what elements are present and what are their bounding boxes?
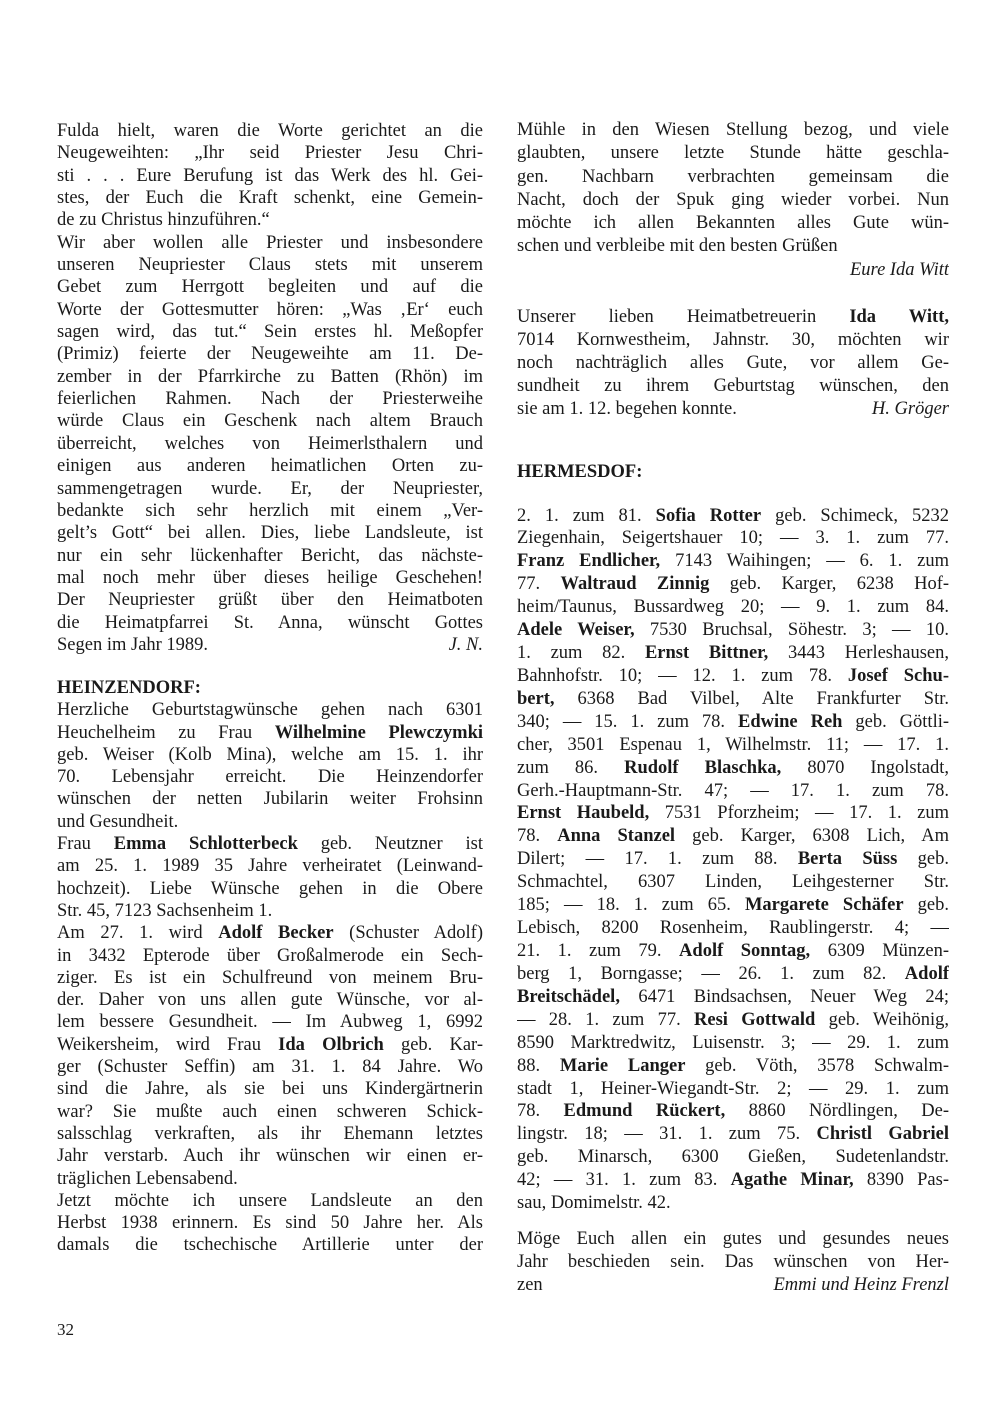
text-line: [57, 567, 483, 589]
closing-wishes: [517, 1228, 949, 1297]
text-run: geb. Kar-: [400, 1034, 483, 1055]
text-line: [517, 665, 949, 688]
text-run: Möge Euch allen ein gutes und gesundes neues: [517, 1229, 949, 1249]
author-signature: H. Gröger: [871, 399, 949, 419]
text-line: [517, 688, 949, 711]
text-line: [517, 329, 949, 352]
text-line: [517, 848, 949, 871]
text-line: [57, 1034, 483, 1056]
text-line: [517, 1055, 949, 1078]
text-line: [57, 922, 483, 944]
bold-name: Emma Schlotterbeck: [113, 834, 298, 855]
text-line: [517, 189, 949, 212]
text-run: 21. 1. zum 79.: [517, 941, 680, 962]
author-signature: Emmi und Heinz Frenzl: [773, 1275, 949, 1295]
text-run: war? Sie mußte auch einen schweren Schick-: [57, 1101, 483, 1122]
text-line: [517, 212, 949, 235]
hermesdof-birthdays: [517, 505, 949, 1216]
text-line: [57, 945, 483, 967]
text-line: [517, 1078, 949, 1101]
text-run: ger (Schuster Seffin) am 31. 1. 84 Jahre. Wo: [57, 1057, 483, 1078]
text-run: bedankte sich sehr herzlich mit einem „Ver-: [57, 500, 483, 521]
text-run: Wir aber wollen alle Priester und insbesondere: [57, 232, 483, 253]
text-run: gelt’s Gott“ bei allen. Dies, liebe Landsleute, ist: [57, 523, 483, 544]
text-line: [57, 766, 483, 788]
text-run: 185; — 18. 1. zum 65.: [517, 895, 745, 916]
text-line: [57, 1078, 483, 1100]
text-line: [57, 699, 483, 721]
text-line: [57, 1190, 483, 1212]
text-run: Ziegenhain, Seigertshauer 10; — 3. 1. zum 77.: [517, 528, 949, 549]
text-run: Str. 45, 7123 Sachsenheim 1.: [57, 900, 273, 921]
text-run: 1. zum 82.: [517, 643, 645, 664]
text-line: [517, 1032, 949, 1055]
text-run: 78.: [517, 826, 558, 847]
text-line: [517, 505, 949, 528]
text-run: geb. Vöth, 3578 Schwalm-: [705, 1055, 949, 1076]
text-run: zum 86.: [517, 757, 625, 778]
text-run: 2. 1. zum 81.: [517, 505, 656, 526]
text-line: [517, 119, 949, 142]
text-line: [57, 366, 483, 388]
text-line: [57, 878, 483, 900]
bold-name: Edmund Rückert,: [563, 1101, 726, 1122]
text-line: [517, 1192, 949, 1215]
bold-name: Ida Olbrich: [278, 1034, 384, 1055]
text-line: [57, 165, 483, 187]
text-run: möchte ich allen Bekannten alles Gute wün-: [517, 213, 949, 234]
text-run: cher, 3501 Espenau 1, Wilhelmstr. 11; — 17. 1.: [517, 734, 949, 755]
text-line: [517, 780, 949, 803]
text-run: sundheit zu ihrem Geburtstag wünschen, den: [517, 376, 949, 396]
text-line: [517, 398, 949, 421]
text-line: [517, 711, 949, 734]
bold-name: Ida Witt,: [849, 307, 949, 327]
bold-name: Franz Endlicher,: [517, 551, 661, 572]
bold-name: HEINZENDORF:: [57, 678, 201, 698]
text-run: unseren Neupriester Claus stets mit unserem: [57, 255, 483, 276]
text-run: — 28. 1. zum 77.: [517, 1009, 695, 1030]
text-line: [57, 299, 483, 321]
text-run: feierlichen Rahmen. Nach der Priesterweihe: [57, 389, 483, 410]
text-run: schen und verbleibe mit den besten Grüßen: [517, 236, 838, 257]
text-line: [517, 963, 949, 986]
text-run: gen. Nachbarn verbrachten gemeinsam die: [517, 166, 949, 187]
text-run: 70. Lebensjahr erreicht. Die Heinzendorfer: [57, 767, 483, 788]
text-run: zen: [517, 1275, 543, 1295]
text-run: damals die tschechische Artillerie unter der: [57, 1235, 483, 1256]
text-line: [57, 833, 483, 855]
text-line: [57, 276, 483, 298]
bold-name: Adolf Sonntag,: [679, 941, 811, 962]
text-line: [517, 1228, 949, 1251]
text-run: Gerh.-Hauptmann-Str. 47; — 17. 1. zum 78.: [517, 780, 949, 801]
text-line: [57, 120, 483, 142]
text-line: [57, 545, 483, 567]
text-line: [57, 410, 483, 432]
bold-name: Rudolf Blaschka,: [624, 757, 782, 778]
text-line: [57, 855, 483, 877]
text-line: [517, 596, 949, 619]
text-line: [57, 677, 483, 699]
text-line: [517, 871, 949, 894]
text-run: ziger. Es ist ein Schulfreund von meinem Bru-: [57, 967, 483, 988]
text-run: heim/Taunus, Bussardweg 20; — 9. 1. zum 84.: [517, 597, 949, 618]
text-line: [57, 1056, 483, 1078]
text-run: 8390 Pas-: [866, 1170, 949, 1191]
bold-name: HERMESDOF:: [517, 462, 643, 482]
text-run: nur ein sehr lückenhafter Bericht, das nächste-: [57, 545, 483, 566]
hermesdof-heading: [517, 461, 949, 484]
text-line: [517, 142, 949, 165]
text-run: geb. Neutzner ist: [320, 834, 483, 855]
text-line: [517, 940, 949, 963]
left-article-continuation: [57, 120, 483, 656]
text-run: am 25. 1. 1989 35 Jahre verheiratet (Leinwand-: [57, 856, 483, 877]
page-number: 32: [57, 1320, 74, 1339]
text-run: geb. Weihönig,: [828, 1009, 949, 1030]
text-line: [517, 1274, 949, 1297]
text-run: 8070 Ingolstadt,: [807, 757, 949, 778]
text-run: geb. Schimeck, 5232: [775, 505, 949, 526]
text-line: [517, 1169, 949, 1192]
text-run: 88.: [517, 1055, 560, 1076]
text-run: 77.: [517, 574, 561, 595]
text-run: 6309 Münzen-: [827, 941, 949, 962]
text-run: Jahr verstarb. Auch ihr wünschen wir einen er-: [57, 1146, 483, 1167]
text-line: [57, 522, 483, 544]
text-run: 7530 Bruchsal, Söhestr. 3; — 10.: [649, 620, 949, 641]
text-run: Worte der Gottesmutter hören: „Was ‚Er‘ euch: [57, 299, 483, 320]
text-run: 3443 Herleshausen,: [788, 643, 949, 664]
text-run: lem bessere Gesundheit. — Im Aubweg 1, 6992: [57, 1012, 483, 1033]
text-run: Schmachtel, 6307 Linden, Leihgesterner Str.: [517, 872, 949, 893]
heinzendorf-section: [57, 677, 483, 1257]
right-article-continuation: [517, 119, 949, 282]
text-run: sau, Domimelstr. 42.: [517, 1193, 671, 1214]
text-line: [517, 894, 949, 917]
text-line: [57, 1234, 483, 1256]
text-line: [57, 989, 483, 1011]
text-run: 8590 Marktredwitz, Luisenstr. 3; — 29. 1. zum: [517, 1032, 949, 1053]
text-line: [57, 811, 483, 833]
ida-witt-greeting: [517, 306, 949, 421]
bold-name: Josef Schu-: [847, 665, 949, 686]
text-run: Herzliche Geburtstagwünsche gehen nach 6301: [57, 700, 483, 721]
text-line: [57, 612, 483, 634]
text-run: de zu Christus hinzuführen.“: [57, 210, 270, 231]
text-line: [517, 802, 949, 825]
text-run: lingstr. 18; — 31. 1. zum 75.: [517, 1124, 817, 1145]
text-line: [517, 1100, 949, 1123]
text-line: [517, 573, 949, 596]
text-run: würde Claus ein Geschenk nach altem Brauch: [57, 411, 483, 432]
bold-name: Marie Langer: [559, 1055, 686, 1076]
author-signature: Eure Ida Witt: [850, 259, 949, 280]
text-run: 6471 Bindsachsen, Neuer Weg 24;: [638, 986, 949, 1007]
text-run: sammengetragen wurde. Er, der Neupriester,: [57, 478, 483, 499]
text-run: sti . . . Eure Berufung ist das Werk des hl. Gei-: [57, 165, 483, 186]
text-run: 7143 Waihingen; — 6. 1. zum: [675, 551, 949, 572]
text-line: [57, 343, 483, 365]
text-run: und Gesundheit.: [57, 811, 179, 832]
text-run: geb.: [917, 895, 949, 916]
text-run: geb. Minarsch, 6300 Gießen, Sudetenlandstr.: [517, 1147, 949, 1168]
text-line: [57, 589, 483, 611]
text-line: [57, 433, 483, 455]
text-run: hochzeit). Liebe Wünsche gehen in die Obere: [57, 878, 483, 899]
text-line: [57, 232, 483, 254]
text-run: (Schuster Adolf): [349, 923, 483, 944]
text-line: [57, 634, 483, 656]
text-run: Lebisch, 8200 Rosenheim, Raublingerstr. 4; —: [517, 918, 949, 939]
text-line: [57, 254, 483, 276]
text-run: stadt 1, Heiner-Wiegandt-Str. 2; — 29. 1. zum: [517, 1078, 949, 1099]
text-run: Weikersheim, wird Frau: [57, 1034, 279, 1055]
text-line: [517, 825, 949, 848]
text-run: geb. Göttli-: [855, 711, 949, 732]
text-run: geb. Karger, 6238 Hof-: [729, 574, 949, 595]
text-run: Fulda hielt, waren die Worte gerichtet an die: [57, 121, 483, 141]
text-run: wünschen der netten Jubilarin weiter Frohsinn: [57, 789, 483, 810]
text-run: zember in der Pfarrkirche zu Batten (Rhön) im: [57, 366, 483, 387]
text-line: [517, 734, 949, 757]
text-run: Dilert; — 17. 1. zum 88.: [517, 849, 798, 870]
text-run: Gebet zum Herrgott begleiten und auf die: [57, 277, 483, 298]
text-run: Herbst 1938 erinnern. Es sind 50 Jahre her. Als: [57, 1213, 483, 1234]
text-run: Heuchelheim zu Frau: [57, 722, 275, 743]
text-run: Unserer lieben Heimatbetreuerin: [517, 307, 850, 327]
text-run: stes, der Euch die Kraft schenkt, eine Gemein-: [57, 188, 483, 209]
text-line: [517, 642, 949, 665]
bold-name: Adolf Becker: [218, 923, 334, 944]
text-run: Segen im Jahr 1989.: [57, 634, 209, 655]
text-line: [517, 1009, 949, 1032]
text-line: [57, 1123, 483, 1145]
text-line: [57, 500, 483, 522]
text-line: [57, 967, 483, 989]
bold-name: Resi Gottwald: [694, 1009, 816, 1030]
text-run: Nacht, doch der Spuk ging wieder vorbei. Nun: [517, 189, 949, 210]
text-line: [57, 744, 483, 766]
text-line: [517, 917, 949, 940]
text-run: Mühle in den Wiesen Stellung bezog, und viele: [517, 120, 949, 140]
text-run: Jetzt möchte ich unsere Landsleute an den: [57, 1190, 483, 1211]
text-line: [517, 259, 949, 282]
bold-name: Edwine Reh: [738, 711, 843, 732]
bold-name: Breitschädel,: [517, 986, 620, 1007]
text-run: träglichen Lebensabend.: [57, 1168, 238, 1189]
text-line: [57, 1011, 483, 1033]
text-run: Am 27. 1. wird: [57, 923, 219, 944]
text-run: der. Daher von uns allen gute Wünsche, vor al-: [57, 990, 483, 1011]
text-line: [517, 166, 949, 189]
text-line: [517, 527, 949, 550]
text-run: geb. Weiser (Kolb Mina), welche am 15. 1. ihr: [57, 744, 483, 765]
text-run: 6368 Bad Vilbel, Alte Frankfurter Str.: [577, 688, 949, 709]
text-run: in 3432 Epterode über Großalmerode ein Sech-: [57, 945, 483, 966]
text-line: [517, 619, 949, 642]
text-line: [517, 550, 949, 573]
text-line: [57, 788, 483, 810]
text-run: geb. Karger, 6308 Lich, Am: [692, 826, 949, 847]
text-run: glaubten, unsere letzte Stunde hätte geschla-: [517, 143, 949, 164]
text-line: [517, 1146, 949, 1169]
text-line: [57, 321, 483, 343]
bold-name: Margarete Schäfer: [744, 895, 904, 916]
text-run: sagen wird, das tut.“ Sein erstes hl. Meßopfer: [57, 322, 483, 343]
text-line: [57, 455, 483, 477]
text-run: sie am 1. 12. begehen konnte.: [517, 399, 737, 419]
text-line: [517, 1123, 949, 1146]
text-run: Der Neupriester grüßt über den Heimatboten: [57, 590, 483, 611]
text-line: [57, 1101, 483, 1123]
text-run: sind die Jahre, als sie bei uns Kindergärtnerin: [57, 1079, 483, 1100]
bold-name: Adele Weiser,: [517, 620, 635, 641]
bold-name: Adolf: [904, 963, 949, 984]
text-run: 7531 Pforzheim; — 17. 1. zum: [664, 803, 949, 824]
text-run: Jahr beschieden sein. Das wünschen von Her-: [517, 1252, 949, 1272]
text-line: [57, 142, 483, 164]
bold-name: Agathe Minar,: [730, 1170, 854, 1191]
text-run: 78.: [517, 1101, 564, 1122]
text-line: [57, 388, 483, 410]
bold-name: Christl Gabriel: [816, 1124, 949, 1145]
text-run: 8860 Nördlingen, De-: [748, 1101, 949, 1122]
text-line: [57, 187, 483, 209]
text-line: [57, 1212, 483, 1234]
text-line: [57, 900, 483, 922]
author-signature: J. N.: [448, 634, 483, 655]
text-line: [57, 209, 483, 231]
bold-name: Wilhelmine Plewczymki: [274, 722, 483, 743]
bold-name: Anna Stanzel: [557, 826, 676, 847]
bold-name: bert,: [517, 688, 555, 709]
text-run: salsschlag verkraften, als ihr Ehemann letztes: [57, 1123, 483, 1144]
text-run: 7014 Kornwestheim, Jahnstr. 30, möchten wir: [517, 330, 949, 350]
text-run: die Heimatpfarrei St. Anna, wünscht Gottes: [57, 612, 483, 633]
text-line: [517, 461, 949, 484]
text-line: [57, 722, 483, 744]
text-line: [517, 986, 949, 1009]
text-line: [57, 1145, 483, 1167]
text-run: 42; — 31. 1. zum 83.: [517, 1170, 731, 1191]
bold-name: Waltraud Zinnig: [560, 574, 710, 595]
text-run: geb.: [917, 849, 949, 870]
bold-name: Ernst Bittner,: [644, 643, 769, 664]
text-line: [517, 757, 949, 780]
text-line: [517, 1251, 949, 1274]
text-line: [517, 306, 949, 329]
text-run: mal noch mehr über dieses heilige Geschehen!: [57, 567, 483, 588]
text-run: Frau: [57, 834, 114, 855]
text-line: [57, 478, 483, 500]
text-run: Neugeweihten: „Ihr seid Priester Jesu Chri-: [57, 143, 483, 164]
bold-name: Berta Süss: [797, 849, 898, 870]
text-line: [517, 375, 949, 398]
text-run: einigen aus anderen heimatlichen Orten zu-: [57, 456, 483, 477]
text-line: [57, 1168, 483, 1190]
text-run: berg 1, Borngasse; — 26. 1. zum 82.: [517, 963, 905, 984]
text-line: [517, 235, 949, 258]
bold-name: Sofia Rotter: [655, 505, 762, 526]
text-run: 340; — 15. 1. zum 78.: [517, 711, 739, 732]
text-run: noch nachträglich alles Gute, vor allem Ge-: [517, 353, 949, 373]
text-line: [517, 352, 949, 375]
text-run: (Primiz) feierte der Neugeweihte am 11. De-: [57, 344, 483, 365]
text-run: Bahnhofstr. 10; — 12. 1. zum 78.: [517, 665, 848, 686]
text-run: überreicht, welches von Heimerlsthalern und: [57, 433, 483, 454]
bold-name: Ernst Haubeld,: [517, 803, 650, 824]
